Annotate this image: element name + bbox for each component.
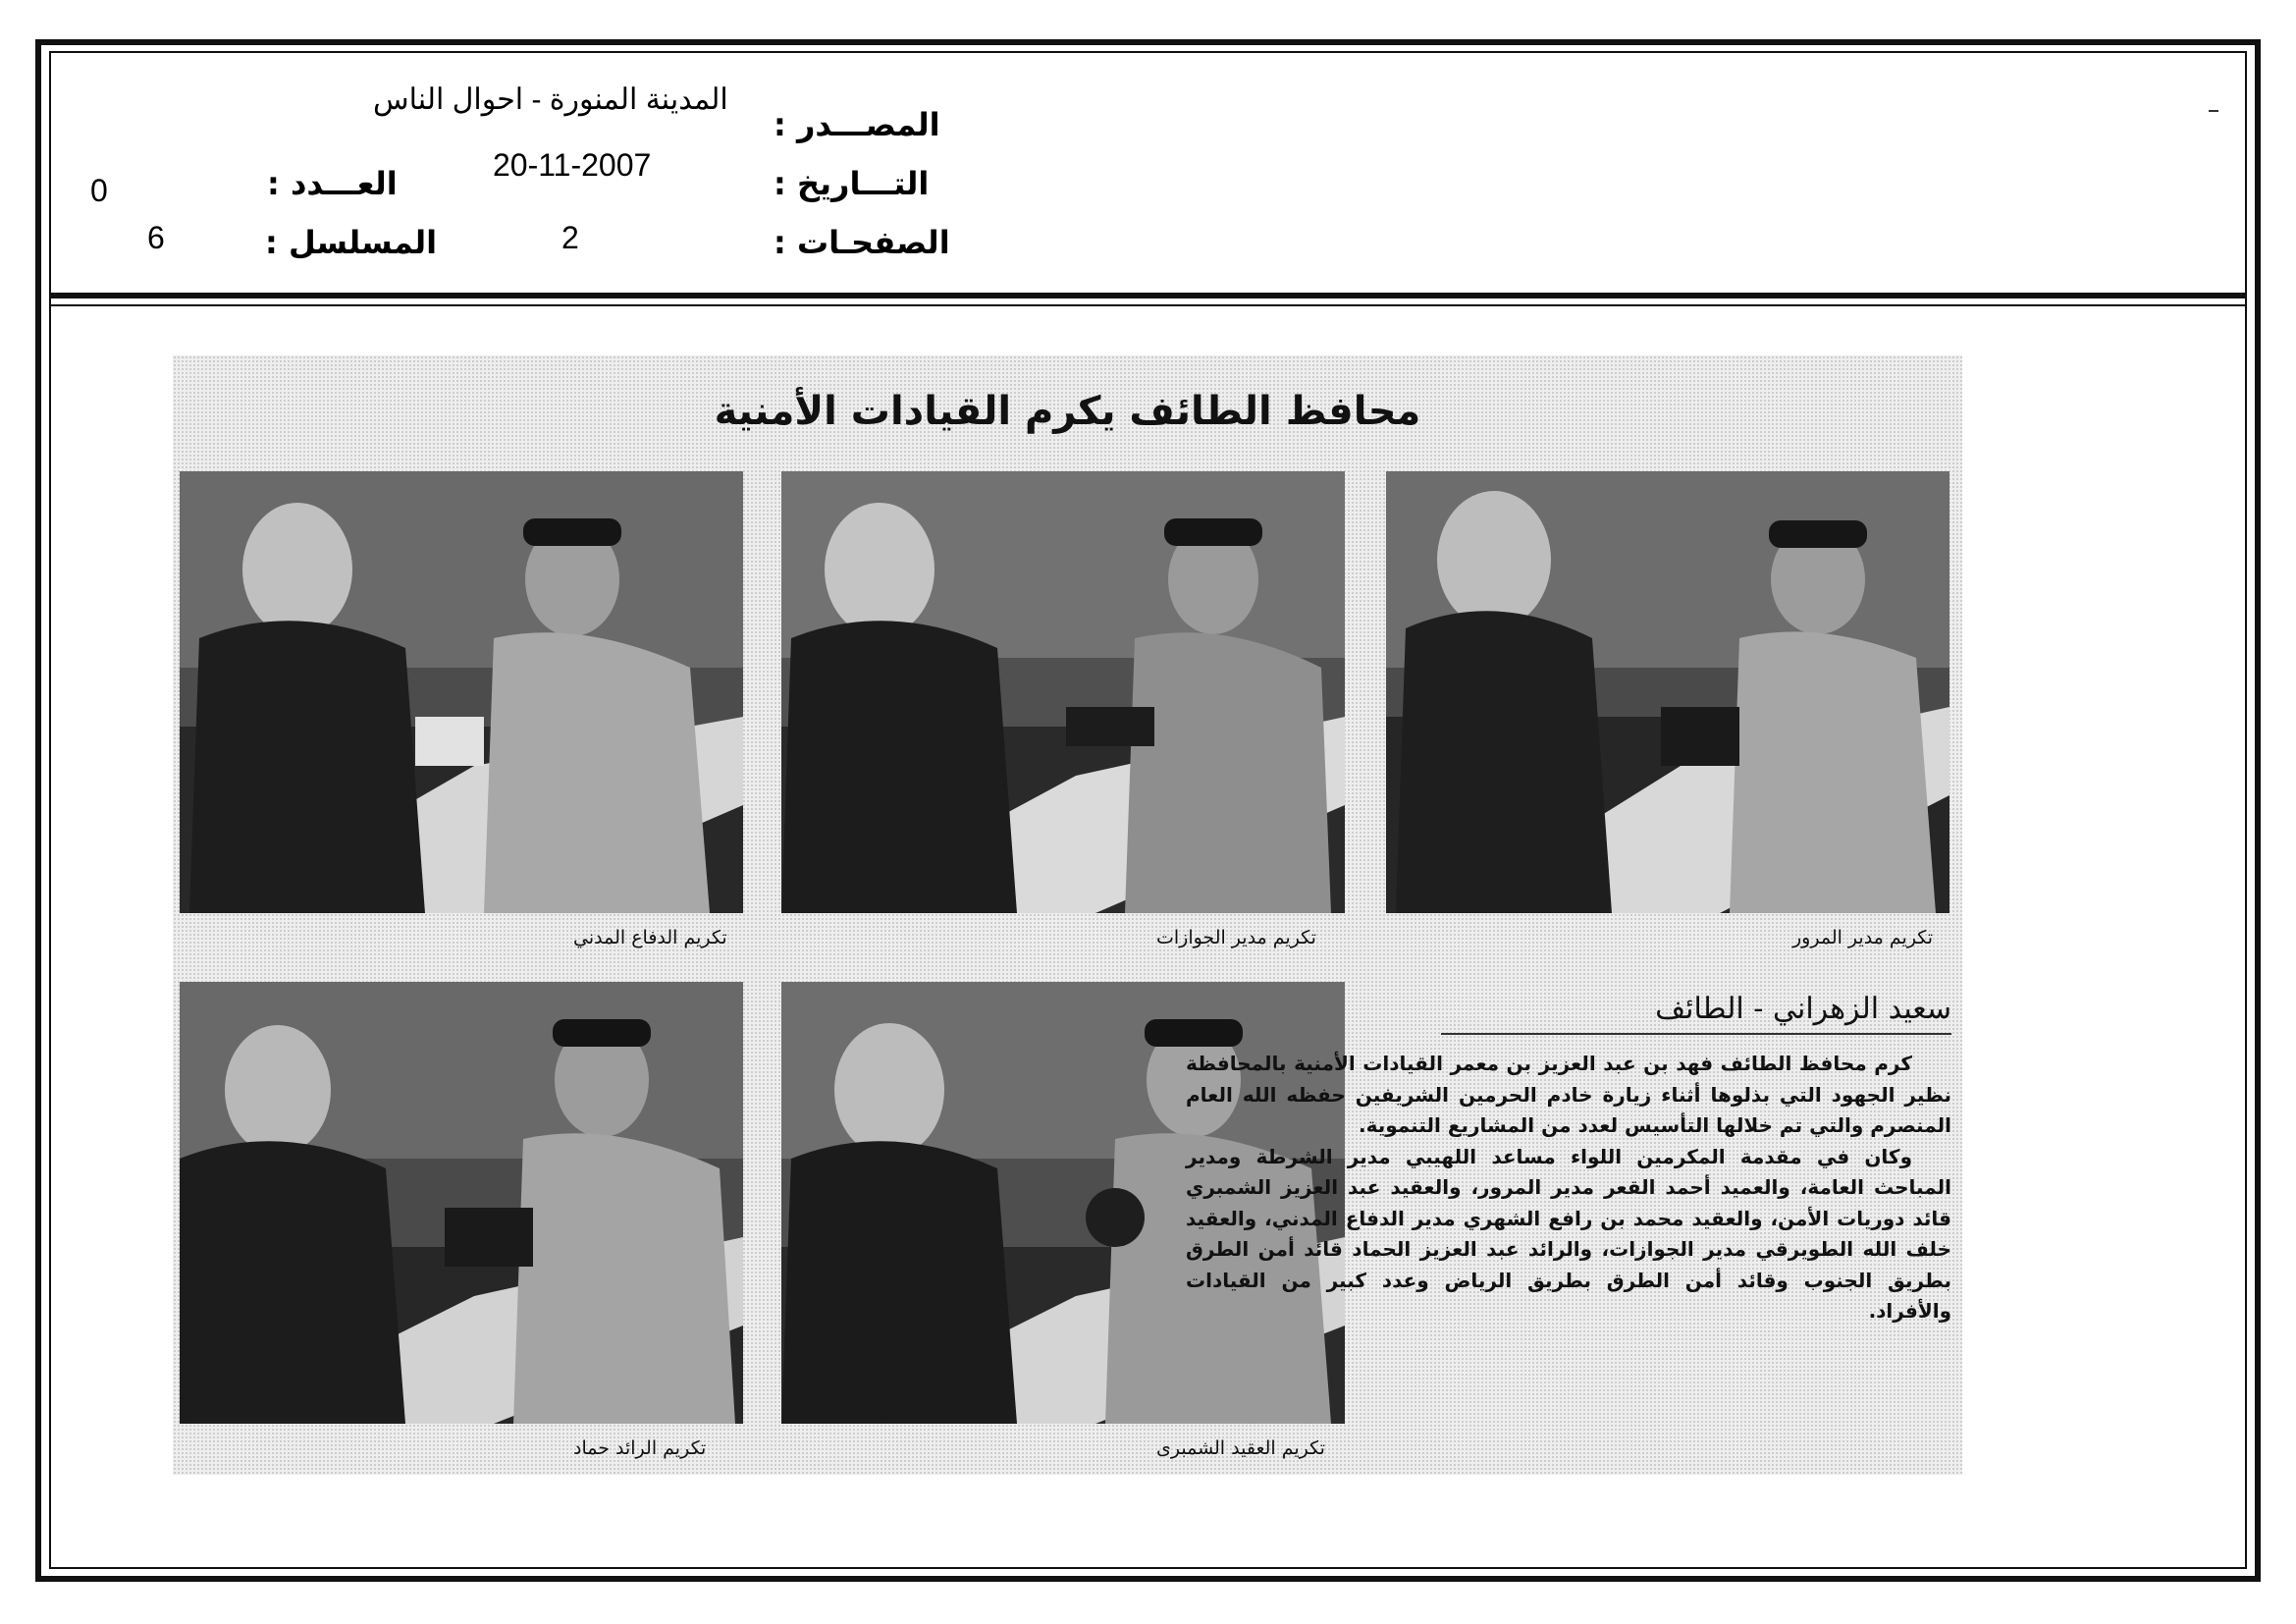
newspaper-clipping (173, 355, 1962, 1475)
photo-major-hammad (180, 982, 743, 1424)
serial-label: المسلسل : (265, 224, 438, 261)
caption-colonel-shamrani: تكريم العقيد الشمبرى (1156, 1437, 1325, 1459)
byline-rule (1441, 1033, 1951, 1035)
photo-traffic-director (1386, 471, 1949, 913)
date-label: التـــاريخ : (774, 165, 930, 202)
pages-value: 2 (561, 220, 579, 255)
photo-civil-defense (180, 471, 743, 913)
source-label: المصـــدر : (774, 106, 940, 143)
header-separator (49, 293, 2247, 306)
article-body (1186, 1049, 1951, 1327)
issue-value: 0 (90, 173, 108, 208)
corner-mark (2209, 110, 2218, 112)
issue-label: العـــدد : (267, 165, 398, 202)
article-paragraph: وكان في مقدمة المكرمين اللواء مساعد اللهيبي مدير الشرطة ومدير المباحث العامة، والعميد أحمد القعر مدير المرور، والعقيد عبد العزيز الشمبري قائد دوريات الأمن، والعقيد محمد بن رافع الشهري مدير الدفاع المدني، والعقيد خلف الله الطويرقي مدير الجوازات، والرائد عبد العزيز الحماد قائد أمن الطرق بطريق الجنوب وقائد أمن الطرق بطريق الرياض وعدد كبير من القيادات والأفراد. (1186, 1144, 1951, 1323)
caption-civil-defense: تكريم الدفاع المدني (573, 927, 727, 948)
article-byline: سعيد الزهراني - الطائف (1655, 992, 1951, 1026)
source-value: المدينة المنورة - احوال الناس (373, 83, 728, 116)
photo-passports-director (781, 471, 1345, 913)
caption-traffic-director: تكريم مدير المرور (1792, 927, 1934, 948)
clipping-headline: محافظ الطائف يكرم القيادات الأمنية (714, 389, 1421, 434)
article-paragraph: كرم محافظ الطائف فهد بن عبد العزيز بن معمر القيادات الأمنية بالمحافظة نظير الجهود التي بذلوها أثناء زيارة خادم الحرمين الشريفين حفظه الله العام المنصرم والتي تم خلالها التأسيس لعدد من المشاريع التنموية. (1186, 1052, 1951, 1137)
caption-major-hammad: تكريم الرائد حماد (573, 1437, 707, 1459)
pages-label: الصفحـات : (774, 224, 950, 261)
caption-passports-director: تكريم مدير الجوازات (1156, 927, 1316, 948)
date-value: 20-11-2007 (493, 147, 652, 183)
serial-value: 6 (147, 220, 165, 255)
